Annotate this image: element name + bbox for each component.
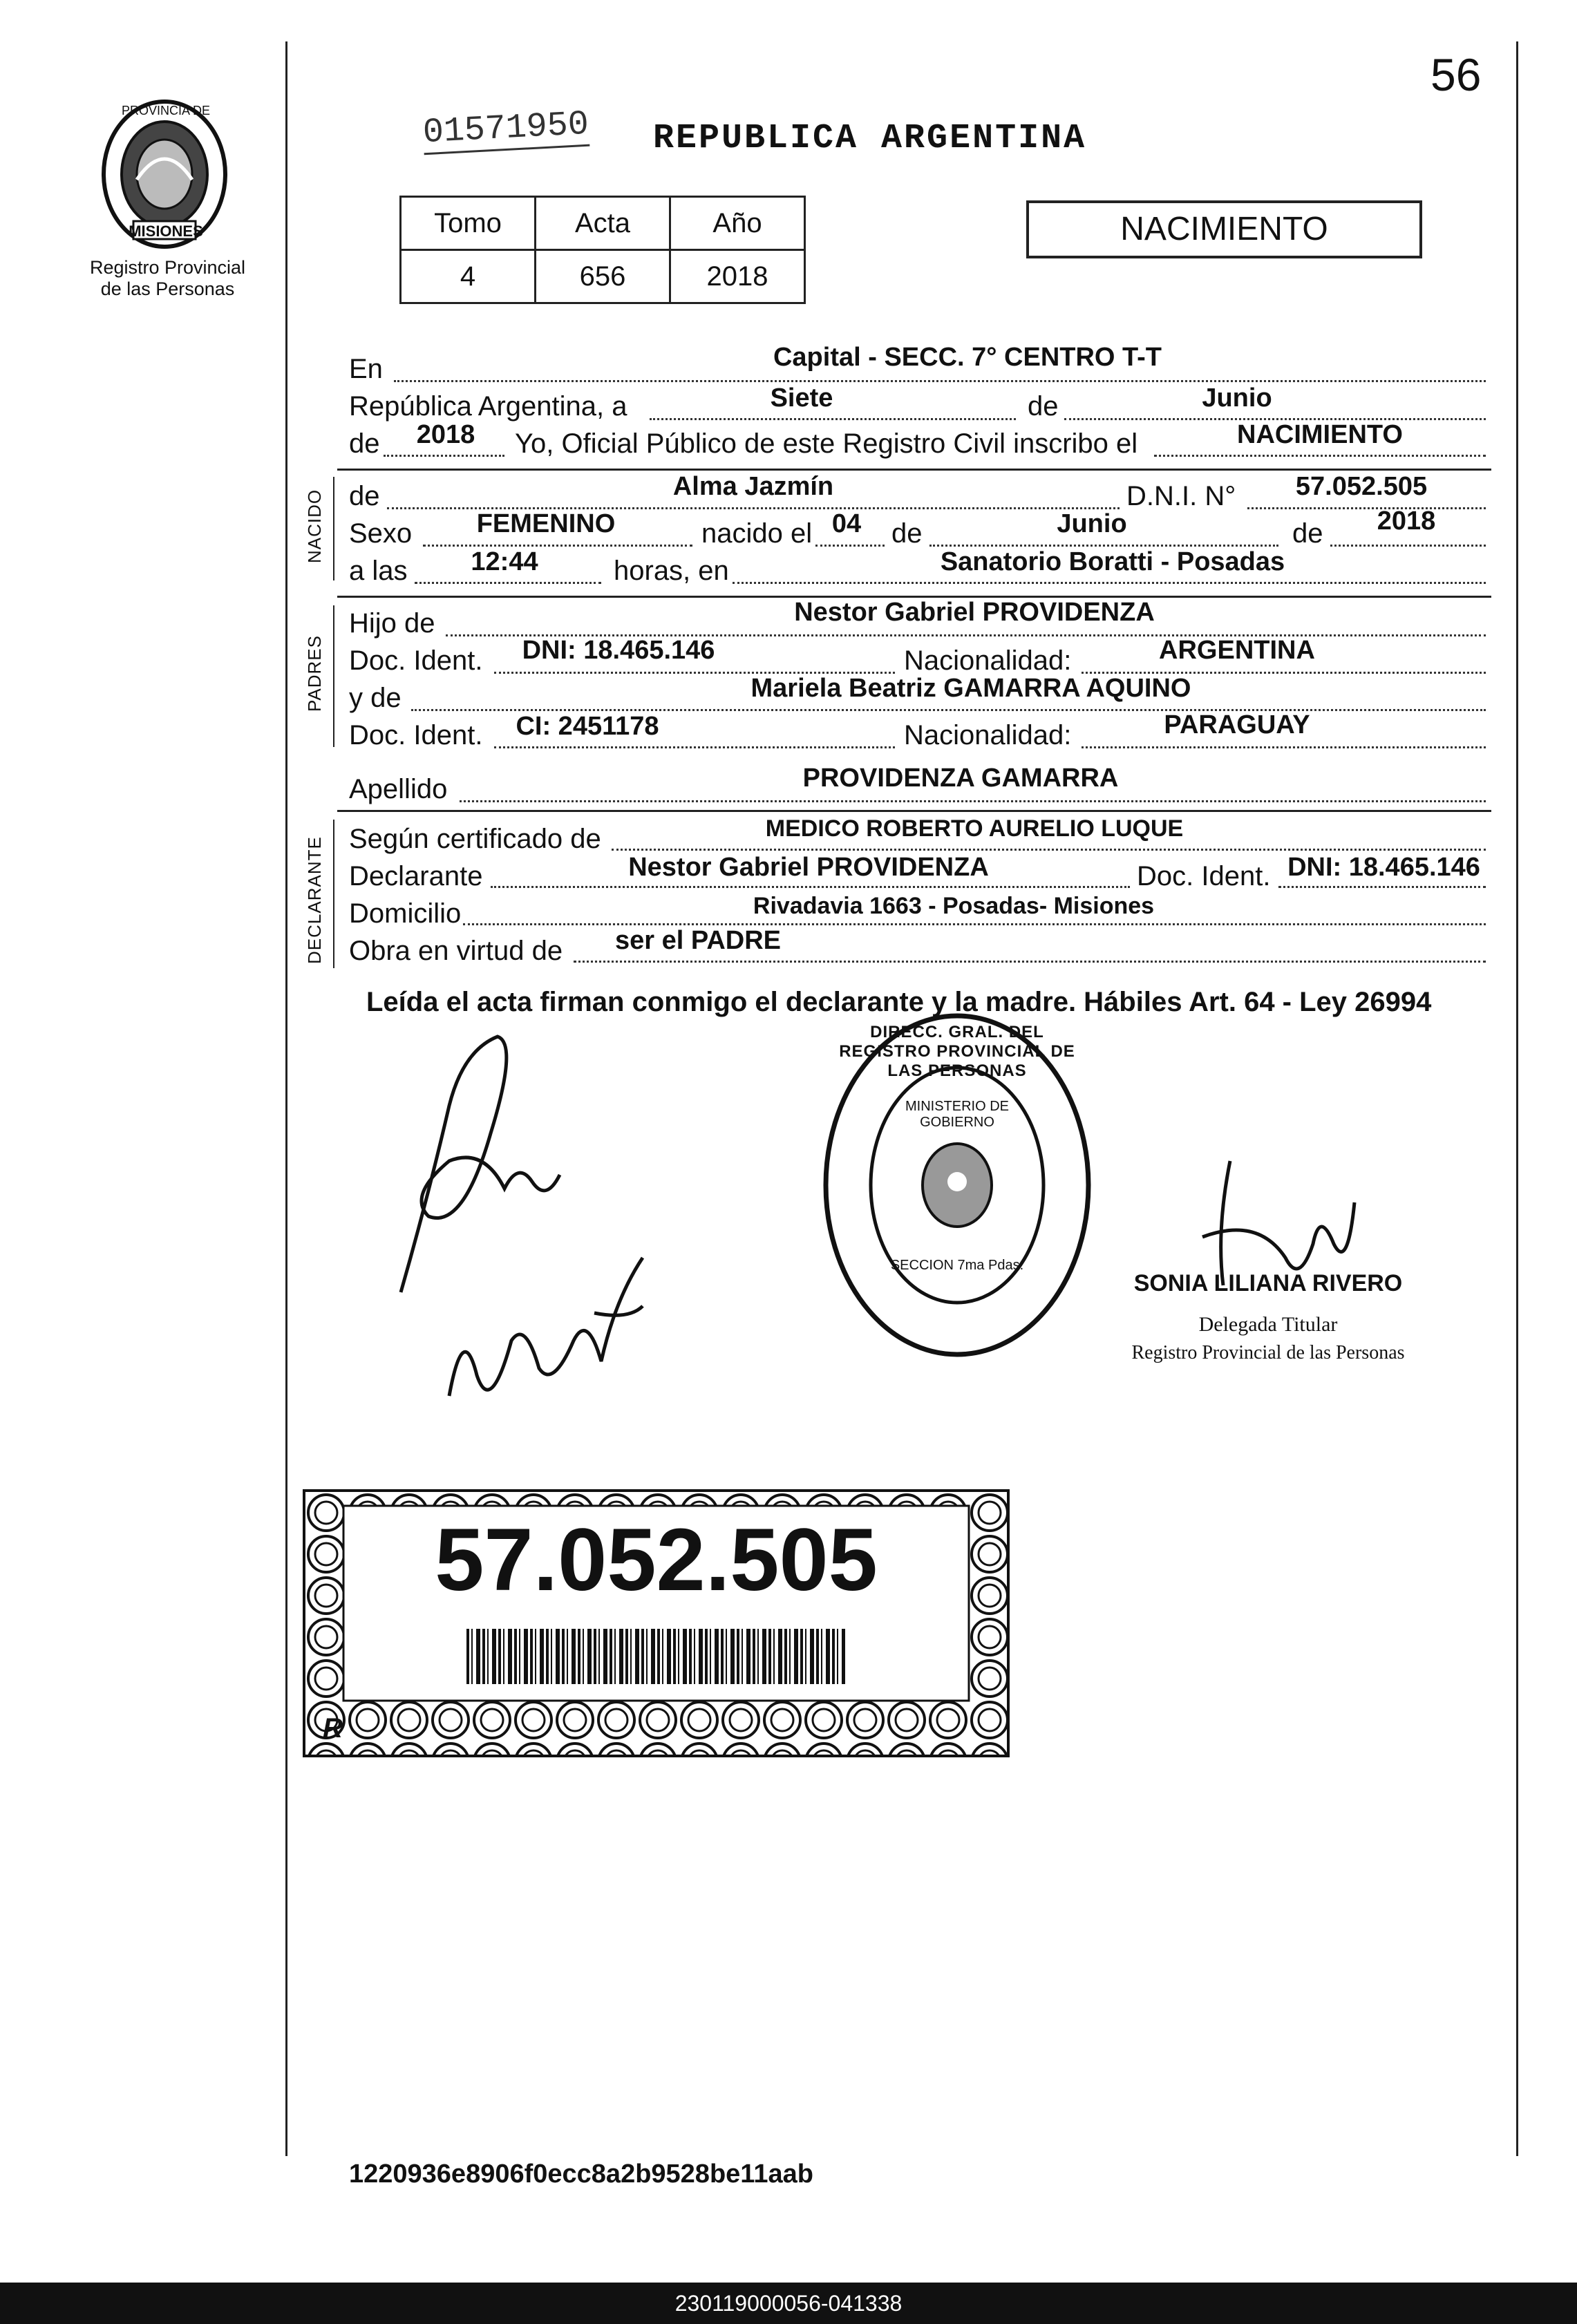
child-dni: 57.052.505 — [1295, 472, 1428, 501]
section-bracket — [333, 477, 334, 580]
place-month: Junio — [1202, 384, 1272, 413]
dotted-line — [415, 582, 601, 584]
official-role: Delegada Titular — [1198, 1313, 1338, 1336]
place-day: Siete — [770, 384, 833, 413]
label-nacionalidad: Nacionalidad: — [904, 720, 1072, 750]
closing-text: Leída el acta firman conmigo el declarante y la madre. Hábiles Art. 64 - Ley 26994 — [366, 987, 1432, 1017]
mother-doc: CI: 2451178 — [516, 712, 659, 741]
birth-place: Sanatorio Boratti - Posadas — [940, 547, 1285, 576]
child-sex: FEMENINO — [476, 509, 616, 538]
official-name: SONIA LILIANA RIVERO — [1133, 1270, 1403, 1296]
label-en: En — [349, 354, 383, 384]
label-declarante: Declarante — [349, 861, 483, 891]
seal-outer-text: DIRECC. GRAL. DEL REGISTRO PROVINCIAL DE LAS PERSONAS — [839, 1023, 1075, 1080]
document-hash: 1220936e8906f0ecc8a2b9528be11aab — [349, 2160, 813, 2189]
father-nationality: ARGENTINA — [1159, 636, 1315, 665]
registry-value-ano: 2018 — [670, 250, 805, 303]
dotted-line — [1154, 455, 1486, 457]
label-apellido: Apellido — [349, 774, 448, 804]
registry-value-acta: 656 — [536, 250, 670, 303]
mother-name: Mariela Beatriz GAMARRA AQUINO — [750, 674, 1191, 703]
label-de2: de — [349, 428, 380, 459]
registry-value-tomo: 4 — [401, 250, 536, 303]
label-segun-certificado: Según certificado de — [349, 824, 601, 854]
label-nacionalidad: Nacionalidad: — [904, 645, 1072, 676]
label-horas-en: horas, en — [614, 556, 729, 586]
label-a-las: a las — [349, 556, 408, 586]
declarant-relation: ser el PADRE — [614, 926, 782, 955]
section-label-declarante: DECLARANTE — [304, 836, 325, 964]
label-de: de — [349, 481, 380, 511]
logo-bottom-text: MISIONES — [129, 223, 203, 240]
footer-code: 230119000056-041338 — [674, 2291, 903, 2316]
logo-caption-1: Registro Provincial — [89, 257, 246, 278]
dotted-line — [494, 746, 895, 748]
child-name: Alma Jazmín — [672, 472, 834, 501]
serial-stamp: 01571950 — [422, 105, 590, 155]
left-margin-line — [285, 41, 287, 2156]
section-bracket — [333, 605, 334, 747]
logo-top-text: PROVINCIA DE — [121, 104, 211, 117]
registry-header-ano: Año — [670, 197, 805, 250]
dotted-line — [463, 923, 1486, 925]
dotted-line — [650, 418, 1016, 420]
dotted-line — [1082, 746, 1486, 748]
section-divider — [337, 469, 1491, 471]
dotted-line — [815, 545, 885, 547]
seal-bottom-text: SECCION 7ma Pdas. — [890, 1258, 1024, 1273]
dotted-line — [423, 545, 692, 547]
registry-header-tomo: Tomo — [401, 197, 536, 250]
birth-month: Junio — [1057, 509, 1127, 538]
label-y-de: y de — [349, 683, 402, 713]
place-act-type: NACIMIENTO — [1237, 420, 1403, 449]
label-de: de — [891, 518, 923, 549]
label-doc-ident: Doc. Ident. — [1137, 861, 1271, 891]
dotted-line — [491, 886, 1130, 888]
mother-nationality: PARAGUAY — [1164, 710, 1310, 739]
declarant-name: Nestor Gabriel PROVIDENZA — [628, 853, 989, 882]
section-label-padres: PADRES — [304, 635, 325, 712]
surname: PROVIDENZA GAMARRA — [802, 764, 1119, 793]
place-value: Capital - SECC. 7° CENTRO T-T — [773, 343, 1162, 372]
label-obra-en-virtud: Obra en virtud de — [349, 936, 563, 966]
dotted-line — [384, 455, 504, 457]
place-year: 2018 — [416, 420, 475, 449]
dotted-line — [929, 545, 1278, 547]
label-sexo: Sexo — [349, 518, 413, 549]
page-title: REPUBLICA ARGENTINA — [653, 119, 1087, 158]
section-divider — [337, 810, 1491, 812]
footer-bar — [0, 2283, 1577, 2324]
sticker-pattern-letter: R — [323, 1713, 343, 1744]
declarant-address: Rivadavia 1663 - Posadas- Misiones — [753, 893, 1155, 919]
registry-table — [399, 196, 806, 304]
dotted-line — [612, 849, 1486, 851]
label-republica: República Argentina, a — [349, 391, 627, 422]
label-dni: D.N.I. N° — [1126, 481, 1236, 511]
seal-inner-text: MINISTERIO DE GOBIERNO — [905, 1099, 1009, 1130]
label-officer: Yo, Oficial Público de este Registro Civil inscribo el — [515, 428, 1138, 459]
dni-sticker — [303, 1489, 1010, 1757]
registry-header-acta: Acta — [536, 197, 670, 250]
mother-signature — [435, 1237, 663, 1430]
father-doc: DNI: 18.465.146 — [522, 636, 715, 665]
act-type-box: NACIMIENTO — [1026, 200, 1422, 258]
birth-day: 04 — [831, 509, 862, 538]
label-hijo-de: Hijo de — [349, 608, 435, 639]
dotted-line — [733, 582, 1486, 584]
label-nacido-el: nacido el — [701, 518, 813, 549]
birth-year: 2018 — [1377, 507, 1436, 536]
label-de: de — [1028, 391, 1059, 422]
dotted-line — [394, 380, 1486, 382]
dotted-line — [1278, 886, 1486, 888]
logo-caption-2: de las Personas — [100, 278, 235, 299]
declarant-doc: DNI: 18.465.146 — [1287, 853, 1480, 882]
official-org: Registro Provincial de las Personas — [1131, 1342, 1405, 1363]
section-label-nacido: NACIDO — [304, 489, 325, 563]
dotted-line — [460, 800, 1486, 802]
right-margin-line — [1516, 41, 1518, 2156]
label-domicilio: Domicilio — [349, 898, 462, 929]
dotted-line — [574, 961, 1486, 963]
birth-time: 12:44 — [471, 547, 538, 576]
father-name: Nestor Gabriel PROVIDENZA — [794, 598, 1155, 627]
page-number: 56 — [1430, 49, 1482, 100]
dni-sticker-number: 57.052.505 — [435, 1511, 878, 1609]
label-doc-ident: Doc. Ident. — [349, 720, 483, 750]
certificate-doctor: MEDICO ROBERTO AURELIO LUQUE — [765, 815, 1184, 842]
dni-barcode — [466, 1629, 845, 1684]
label-de2: de — [1292, 518, 1323, 549]
section-bracket — [333, 820, 334, 968]
dotted-line — [1330, 545, 1486, 547]
label-doc-ident: Doc. Ident. — [349, 645, 483, 676]
